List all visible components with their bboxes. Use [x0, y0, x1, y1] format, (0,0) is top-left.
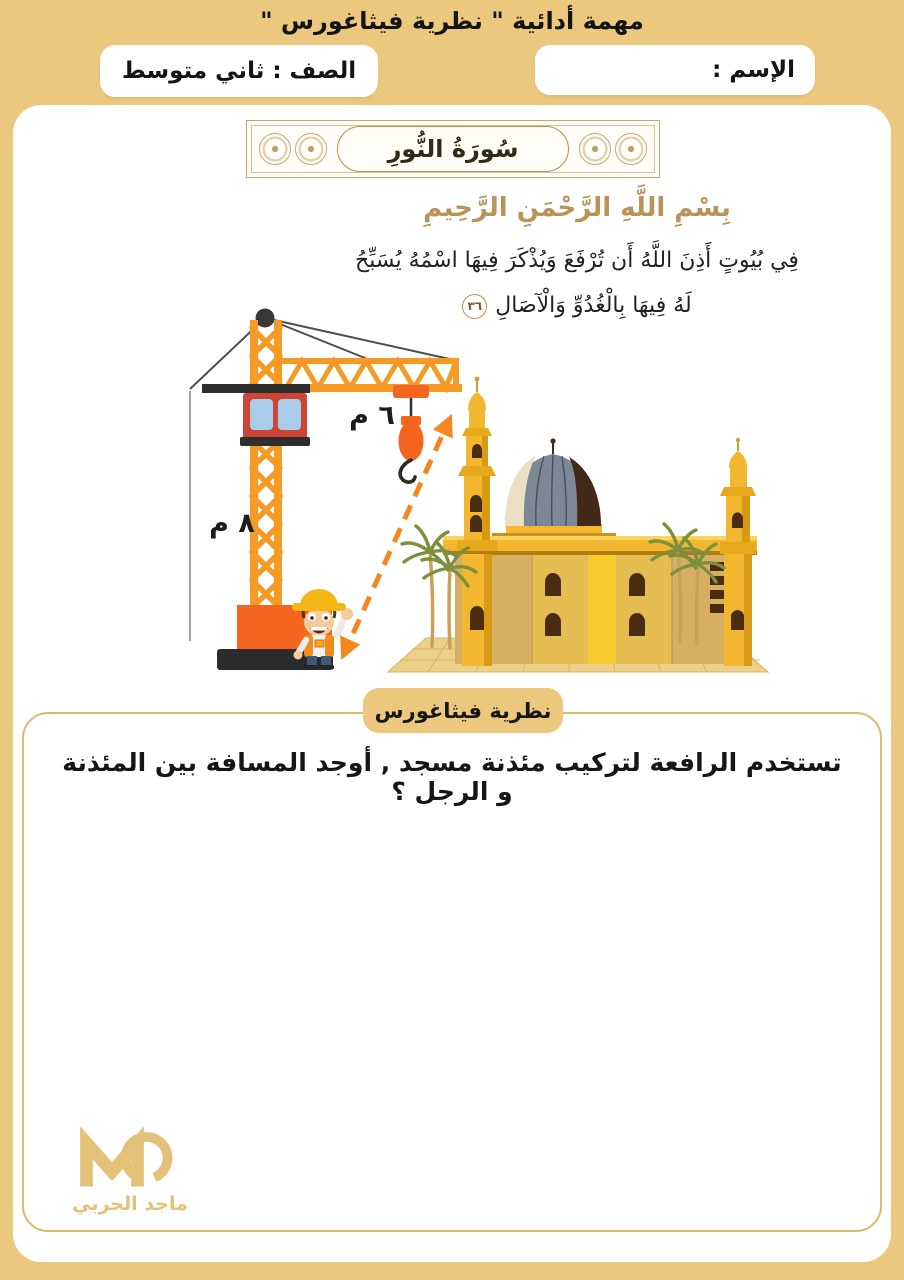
md-monogram-icon	[70, 1122, 190, 1197]
tower-height-label: ٨ م	[209, 508, 255, 539]
left-minaret	[457, 377, 497, 666]
rosette-ornament-icon	[615, 133, 647, 165]
verse-line-1: فِي بُيُوتٍ أَذِنَ اللَّهُ أَن تُرْفَعَ وَيُذْكَرَ فِيهَا اسْمُهُ يُسَبِّحُ	[355, 248, 799, 273]
question-text: تستخدم الرافعة لتركيب مئذنة مسجد , أوجد المسافة بين المئذنة و الرجل ؟	[62, 748, 842, 806]
rosette-ornament-icon	[579, 133, 611, 165]
logo-text: ماجد الحربي	[72, 1193, 188, 1215]
theorem-badge: نظرية فيثاغورس	[363, 688, 563, 733]
answer-area[interactable]	[44, 804, 864, 1104]
rosette-ornament-icon	[295, 133, 327, 165]
page-title: مهمة أدائية " نظرية فيثاغورس "	[260, 7, 644, 35]
student-name-field[interactable]	[535, 45, 815, 95]
crane-mosque-illustration	[140, 300, 775, 685]
mosque-illustration	[388, 377, 768, 672]
crane-hook	[393, 385, 429, 482]
rosette-ornament-icon	[259, 133, 291, 165]
logo	[50, 1122, 210, 1215]
verse-line-2: لَهُ فِيهَا بِالْغُدُوِّ وَالْآصَالِ٣٦	[293, 283, 861, 328]
name-field-label: الإسم :	[712, 57, 795, 83]
crane-cab	[240, 393, 310, 446]
surah-header-frame	[246, 120, 660, 178]
class-field-label: الصف : ثاني متوسط	[121, 58, 357, 84]
surah-title: سُورَةُ النُّورِ	[337, 126, 569, 172]
mosque-dome	[505, 438, 601, 526]
main-card	[13, 105, 891, 1262]
jib-length-label: ٦ م	[349, 400, 395, 431]
class-field	[100, 45, 378, 97]
question-box	[22, 712, 882, 1232]
bismillah-text: بِسْمِ اللَّهِ الرَّحْمَنِ الرَّحِيمِ	[423, 193, 731, 223]
ayah-number-badge: ٣٦	[462, 294, 487, 319]
right-minaret	[720, 438, 756, 666]
